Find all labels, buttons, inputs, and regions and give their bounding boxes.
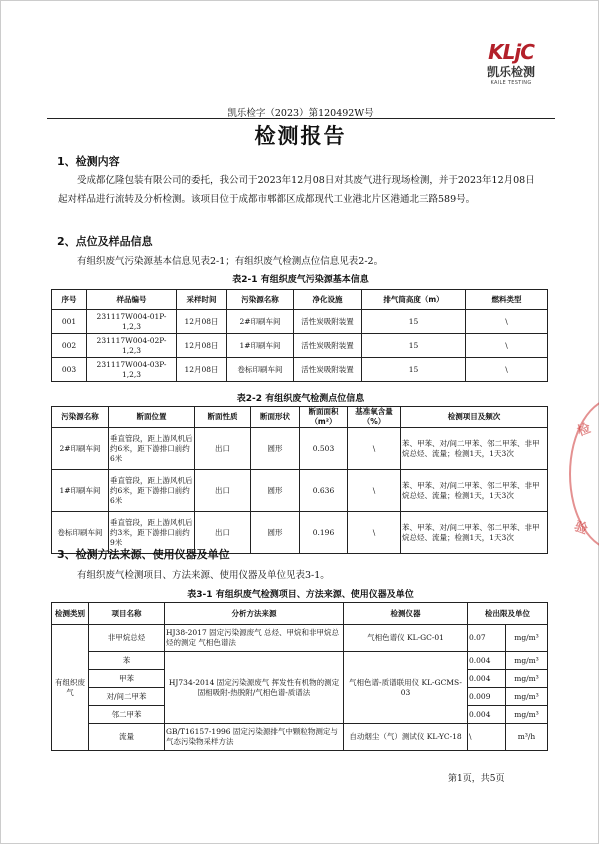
table-cell: 垂直管段，距上游风机后约3米，距下游排口前约9米 — [109, 512, 195, 554]
section3-heading: 3、检测方法来源、使用仪器及单位 — [57, 548, 230, 561]
table-row — [52, 724, 548, 751]
table22-header: 断面性质 — [195, 407, 251, 428]
table21-header: 序号 — [52, 290, 87, 310]
header-divider — [47, 118, 555, 119]
table31-header: 检测仪器 — [344, 603, 468, 625]
table-cell: 出口 — [195, 470, 251, 512]
table-cell: 苯、甲苯、对/间二甲苯、邻二甲苯、非甲烷总烃、流量；检测1天，1天3次 — [401, 470, 548, 512]
table-cell: 甲苯 — [89, 670, 165, 688]
table-cell-category: 有组织废气 — [52, 625, 89, 751]
table-cell: 垂直管段，距上游风机后约6米，距下游排口前约6米 — [109, 428, 195, 470]
table-cell: 苯、甲苯、对/间二甲苯、邻二甲苯、非甲烷总烃、流量；检测1天，1天3次 — [401, 512, 548, 554]
table-row — [52, 334, 548, 358]
table21-header: 污染源名称 — [227, 290, 294, 310]
seal-stamp — [569, 397, 599, 551]
table-cell: HJ734-2014 固定污染源废气 挥发性有机物的测定 固相吸附-热脱附/气相色谱-质谱法 — [165, 652, 344, 724]
page-footer: 第1页，共5页 — [448, 774, 505, 784]
table22-header: 检测项目及频次 — [401, 407, 548, 428]
table22-header: 断面形状 — [251, 407, 300, 428]
table-cell: 2#印刷车间 — [52, 428, 109, 470]
table-cell: \ — [348, 428, 401, 470]
table22-header: 断面位置 — [109, 407, 195, 428]
table31-header: 检测类别 — [52, 603, 89, 625]
stamp-char: 验 — [572, 519, 590, 538]
logo-name-en: KAILE TESTING — [490, 80, 532, 86]
table-cell: 1#印刷车间 — [52, 470, 109, 512]
table-cell: 15 — [362, 358, 466, 382]
table21-header: 净化设施 — [294, 290, 362, 310]
table-cell: 0.004 — [468, 706, 506, 724]
table-cell: 垂直管段，距上游风机后约6米，距下游排口前约6米 — [109, 470, 195, 512]
table-cell: 12月08日 — [177, 310, 227, 334]
table-cell: 活性炭吸附装置 — [294, 358, 362, 382]
table-cell: 231117W004-01P-1,2,3 — [87, 310, 177, 334]
table-cell: 圆形 — [251, 470, 300, 512]
table-cell: 12月08日 — [177, 358, 227, 382]
table-cell: mg/m³ — [506, 625, 548, 652]
table-row — [52, 358, 548, 382]
table-cell: 231117W004-02P-1,2,3 — [87, 334, 177, 358]
company-logo — [477, 41, 545, 86]
table-cell: 231117W004-03P-1,2,3 — [87, 358, 177, 382]
table22-caption: 表2-2 有组织废气检测点位信息 — [236, 394, 365, 404]
table31-header: 分析方法来源 — [165, 603, 344, 625]
table-cell: 001 — [52, 310, 87, 334]
table-cell: 卷标印刷车间 — [52, 512, 109, 554]
table-cell: 0.004 — [468, 652, 506, 670]
table-cell: 1#印刷车间 — [227, 334, 294, 358]
section3-text: 有组织废气检测项目、方法来源、使用仪器及单位见表3-1。 — [77, 570, 330, 581]
table-cell: mg/m³ — [506, 670, 548, 688]
table-cell: 非甲烷总烃 — [89, 625, 165, 652]
table31-caption: 表3-1 有组织废气检测项目、方法来源、使用仪器及单位 — [187, 590, 414, 600]
table-row — [52, 652, 548, 670]
table21-caption: 表2-1 有组织废气污染源基本信息 — [232, 275, 369, 285]
table-cell: 2#印刷车间 — [227, 310, 294, 334]
table31 — [51, 602, 548, 751]
stamp-char: 检 — [575, 421, 593, 440]
section2-text: 有组织废气污染源基本信息见表2-1；有组织废气检测点位信息见表2-2。 — [77, 256, 384, 267]
table-cell: \ — [466, 310, 548, 334]
section1-heading: 1、检测内容 — [57, 155, 120, 168]
table22-header: 污染源名称 — [52, 407, 109, 428]
table-cell: 0.07 — [468, 625, 506, 652]
table-cell: 邻二甲苯 — [89, 706, 165, 724]
table-cell: 002 — [52, 334, 87, 358]
table-cell: 活性炭吸附装置 — [294, 334, 362, 358]
report-number: 凯乐检字（2023）第120492W号 — [227, 108, 374, 119]
table31-header: 检出限及单位 — [468, 603, 548, 625]
table-cell: 0.503 — [300, 428, 348, 470]
table22-header: 基准氧含量（%） — [348, 407, 401, 428]
table22 — [51, 406, 548, 554]
table-cell: 0.009 — [468, 688, 506, 706]
table-cell: 15 — [362, 334, 466, 358]
table-cell: 出口 — [195, 428, 251, 470]
table22-header: 断面面积（m²） — [300, 407, 348, 428]
table21-header: 燃料类型 — [466, 290, 548, 310]
table-cell: 0.004 — [468, 670, 506, 688]
table-cell: 气相色谱仪 KL-GC-01 — [344, 625, 468, 652]
table-cell: 卷标印刷车间 — [227, 358, 294, 382]
table-row — [52, 470, 548, 512]
table-cell: m³/h — [506, 724, 548, 751]
table-cell: mg/m³ — [506, 688, 548, 706]
table-cell: 苯 — [89, 652, 165, 670]
table-cell: \ — [468, 724, 506, 751]
table-cell: \ — [348, 470, 401, 512]
table-cell: GB/T16157-1996 固定污染源排气中颗粒物测定与气态污染物采样方法 — [165, 724, 344, 751]
table-row — [52, 310, 548, 334]
table-cell: \ — [466, 358, 548, 382]
table-cell: 003 — [52, 358, 87, 382]
page-title: 检测报告 — [254, 123, 347, 148]
table-cell: HJ38-2017 固定污染源废气 总烃、甲烷和非甲烷总烃的测定 气相色谱法 — [165, 625, 344, 652]
table-cell: mg/m³ — [506, 706, 548, 724]
table21-header: 样品编号 — [87, 290, 177, 310]
section1-text: 受成都亿隆包装有限公司的委托，我公司于2023年12月08日对其废气进行现场检测，并于2023年12月08日起对样品进行流转及分析检测。该项目位于成都市郫都区成都现代工业港北片区港通北三路589号。 — [58, 175, 535, 205]
table-row — [52, 625, 548, 652]
table21-header: 排气筒高度（m） — [362, 290, 466, 310]
table-cell: 气相色谱-质谱联用仪 KL-GCMS-03 — [344, 652, 468, 724]
table31-header: 项目名称 — [89, 603, 165, 625]
logo-mark: KLjC — [488, 40, 534, 64]
table-cell: 流量 — [89, 724, 165, 751]
table-cell: \ — [348, 512, 401, 554]
table-cell: 15 — [362, 310, 466, 334]
table-cell: 出口 — [195, 512, 251, 554]
table-cell: 12月08日 — [177, 334, 227, 358]
table-cell: 0.196 — [300, 512, 348, 554]
table-cell: \ — [466, 334, 548, 358]
section2-heading: 2、点位及样品信息 — [57, 235, 153, 248]
table-row — [52, 428, 548, 470]
table-cell: 自动烟尘（气）测试仪 KL-YC-18 — [344, 724, 468, 751]
logo-name-cn: 凯乐检测 — [486, 65, 535, 79]
table-cell: 0.636 — [300, 470, 348, 512]
table-cell: 活性炭吸附装置 — [294, 310, 362, 334]
table21-header: 采样时间 — [177, 290, 227, 310]
table-cell: mg/m³ — [506, 652, 548, 670]
table-cell: 圆形 — [251, 512, 300, 554]
table-cell: 苯、甲苯、对/间二甲苯、邻二甲苯、非甲烷总烃、流量；检测1天，1天3次 — [401, 428, 548, 470]
table21 — [51, 289, 548, 382]
table-cell: 圆形 — [251, 428, 300, 470]
table-cell: 对/间二甲苯 — [89, 688, 165, 706]
